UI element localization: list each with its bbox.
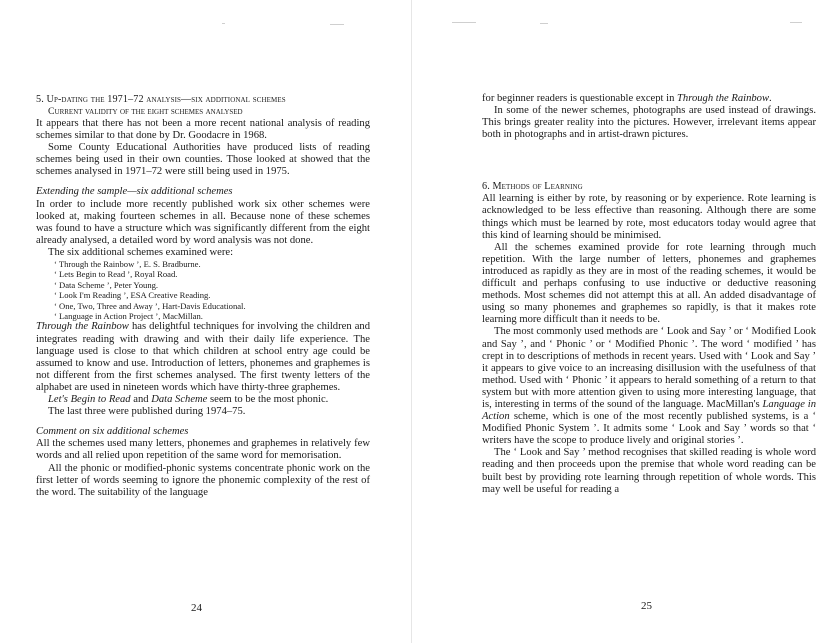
additional-schemes-list <box>54 259 370 321</box>
paragraph: The last three were published during 1974–75. <box>48 406 246 418</box>
paragraph: The ‘ Look and Say ’ method recognises that skilled reading is whole word reading and then proceeds upon the premise that whole word reading can be built best by providing rote learning through repetition of whole words. This may well be useful for reading a <box>482 447 816 495</box>
page-number: 24 <box>191 602 202 614</box>
paragraph-text: and <box>130 394 152 406</box>
paragraph-text: scheme, which is one of the most recently published systems, is a ‘ Modified Phonic System ’. It admits some ‘ Look and Say ’ words so that ‘ writers have the scope to produce lively and original stories ’. <box>482 411 816 447</box>
paragraph: In some of the newer schemes, photographs are used instead of drawings. This brings greater reality into the pictures. However, irrelevant items appear both in photographs and in artist-drawn pictures. <box>482 105 816 141</box>
paragraph: In order to include more recently published work six other schemes were looked at, making fourteen schemes in all. Because none of these schemes was found to have a structure which was significantly different from the eight already analysed, a detailed word by word analysis was not done. <box>36 198 370 246</box>
paragraph: All learning is either by rote, by reasoning or by experience. Rote learning is acknowledged to be less effective than reasoning. Although there are some things which must be learned by rote, most educators today would agree that this kind of learning should be minimised. <box>482 193 816 241</box>
list-item: ‘ One, Two, Three and Away ’, Hart-Davis Educational. <box>54 300 246 311</box>
paragraph: All the schemes used many letters, phonemes and graphemes in relatively few words and all relied upon repetition of the same word for memorisation. <box>36 438 370 462</box>
page-number: 25 <box>641 600 652 612</box>
paragraph <box>36 321 370 394</box>
section-5-subheading: Current validity of the eight schemes analysed <box>48 106 243 117</box>
book-title: Through the Rainbow <box>677 93 770 104</box>
paragraph <box>36 394 370 406</box>
extending-sample-heading: Extending the sample—six additional schemes <box>36 186 233 198</box>
list-item: ‘ Data Scheme ’, Peter Young. <box>54 279 159 290</box>
list-item: ‘ Look I'm Reading ’, ESA Creative Reading. <box>54 290 211 301</box>
paragraph-text: has delightful techniques for involving the children and integrates reading with drawing and with their daily life experience. The language used is close to that which children at school entry age could be assumed to know and use. Introduction of letters, phonemes and graphemes is not different from the first schemes analysed. The first twenty letters of the alphabet are used in nineteen words which have thirty-three graphemes. <box>36 321 371 393</box>
book-title: Through the Rainbow <box>36 321 129 333</box>
section-5-heading: 5. Up-dating the 1971–72 analysis—six additional schemes <box>36 94 286 105</box>
paragraph-text: seem to be the most phonic. <box>207 394 329 406</box>
paragraph: The six additional schemes examined were: <box>48 246 234 258</box>
right-page <box>412 0 824 643</box>
paragraph-text: The most commonly used methods are ‘ Look and Say ’ or ‘ Modified Look and Say ’, and ‘ Phonic ’ or ‘ Modified Phonic ’. The word ‘ modified ’ has crept in to descriptions of methods in recent years. Used with ‘ Look and Say ’ it appears to give voice to an increasing disillusion with the usefulness of that method. Used with ‘ Phonic ’ it appears to herald something of a return to that system but with more attention given to using more interesting language, that is, interesting in terms of the sound of the language. MacMillan's <box>482 326 816 410</box>
paragraph: All the schemes examined provide for rote learning through much repetition. With the large number of letters, phonemes and graphemes introduced as rapidly as they are in most of the reading schemes, it would be difficult and perhaps confusing to use inductive or deductive reasoning methods. Most schemes did not attempt this at all. An added disadvantage of using so many phonemes and graphemes so rapidly, is that it makes rote learning more difficult than it needs to be. <box>482 241 816 326</box>
paragraph <box>482 326 816 447</box>
section-6-heading: 6. Methods of Learning <box>482 181 583 193</box>
left-page-text-column <box>36 94 370 499</box>
list-item: ‘ Language in Action Project ’, MacMillan. <box>54 311 203 322</box>
book-title: Language in Action <box>482 398 816 423</box>
paragraph: Some County Educational Authorities have produced lists of reading schemes being used in their own counties. Those looked at showed that the schemes analysed in 1971–72 were still being used in 1975. <box>36 142 370 178</box>
paragraph: All the phonic or modified-phonic systems concentrate phonic work on the first letter of words seeming to ignore the phonemic complexity of the rest of the word. The suitability of the language <box>36 462 370 498</box>
comment-heading: Comment on six additional schemes <box>36 426 189 438</box>
paragraph <box>482 93 816 105</box>
list-item: ‘ Lets Begin to Read ’, Royal Road. <box>54 269 178 280</box>
book-title: Data Scheme <box>151 394 208 406</box>
paragraph-text: for beginner readers is questionable except in <box>482 93 678 104</box>
list-item: ‘ Through the Rainbow ’, E. S. Bradburne. <box>54 259 201 270</box>
book-title: Let's Begin to Read <box>48 394 131 406</box>
paragraph: It appears that there has not been a more recent national analysis of reading schemes similar to that done by Dr. Goodacre in 1968. <box>36 118 370 142</box>
paragraph-text: . <box>769 93 772 104</box>
right-page-text-column <box>482 93 816 496</box>
